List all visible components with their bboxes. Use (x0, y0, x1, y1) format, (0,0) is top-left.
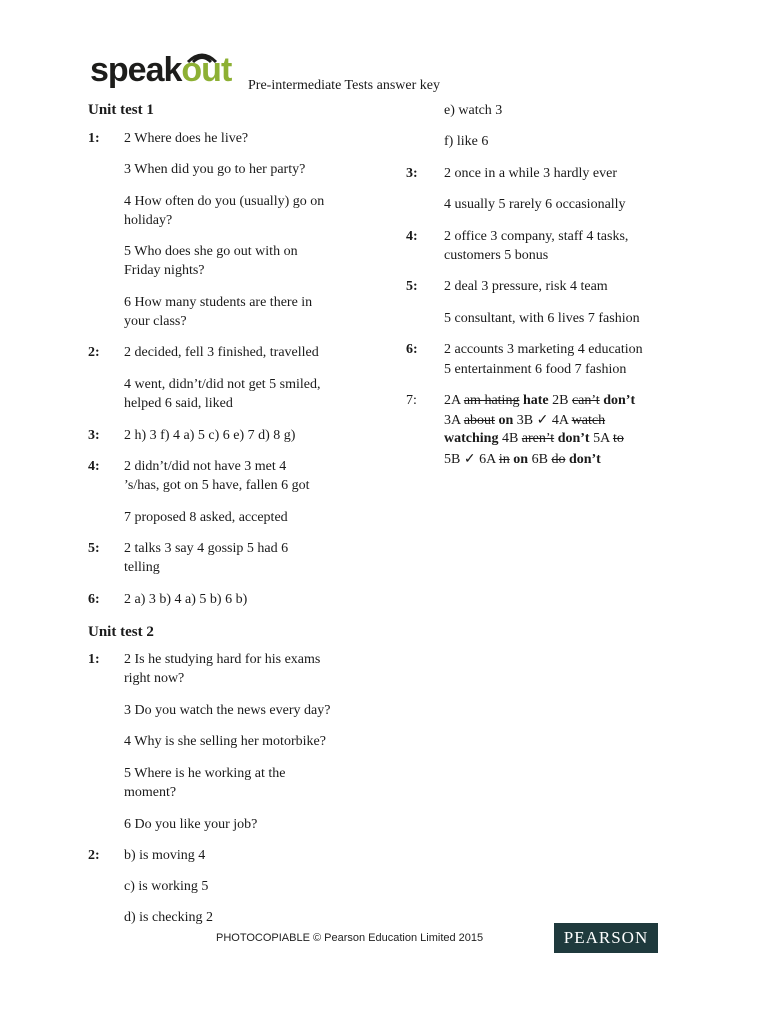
question-number: 4: (88, 459, 100, 474)
answer-line: f) like 6 (444, 134, 489, 149)
answer-text: 4B (498, 431, 522, 446)
answer-text: 2A (444, 393, 464, 408)
correct-word: on (509, 452, 529, 467)
correct-word: on (494, 413, 514, 428)
answer-line: Friday nights? (124, 263, 205, 278)
answer-line: 2 a) 3 b) 4 a) 5 b) 6 b) (124, 592, 248, 607)
answer-line: 4 Why is she selling her motorbike? (124, 734, 326, 749)
question-number: 2: (88, 345, 100, 360)
answer-line: 2 accounts 3 marketing 4 education (444, 342, 643, 357)
answer-line: 4 usually 5 rarely 6 occasionally (444, 197, 626, 212)
struck-word: in (498, 452, 510, 467)
answer-line: b) is moving 4 (124, 848, 206, 863)
answer-line: 2 once in a while 3 hardly ever (444, 166, 617, 181)
answer-line (444, 412, 605, 429)
answer-line: helped 6 said, liked (124, 396, 233, 411)
answer-line: 2 Where does he live? (124, 131, 249, 146)
question-number: 6: (88, 592, 100, 607)
answer-line: moment? (124, 785, 177, 800)
speakout-logo (90, 44, 246, 92)
question-number: 3: (88, 428, 100, 443)
correct-word: hate (519, 393, 549, 408)
answer-text: 2B (548, 393, 572, 408)
struck-word: about (463, 413, 495, 428)
answer-line: c) is working 5 (124, 879, 209, 894)
unit-test-2-heading: Unit test 2 (88, 624, 154, 640)
question-number: 4: (406, 229, 418, 244)
answer-line: 6 Do you like your job? (124, 817, 258, 832)
answer-line (444, 393, 635, 409)
correct-word: don’t (599, 393, 636, 408)
question-number: 1: (88, 652, 100, 667)
question-number: 7: (406, 393, 417, 408)
copyright-footer: PHOTOCOPIABLE © Pearson Education Limited 2015 (216, 932, 484, 944)
answer-line: 5 Who does she go out with on (124, 244, 298, 259)
answer-text: 6B (528, 452, 552, 467)
struck-word: aren’t (521, 431, 555, 446)
answer-line: ’s/has, got on 5 have, fallen 6 got (124, 478, 310, 493)
answer-line: telling (124, 560, 160, 575)
answer-line: 6 How many students are there in (124, 295, 313, 310)
answer-line: 5 consultant, with 6 lives 7 fashion (444, 311, 640, 326)
answer-line: d) is checking 2 (124, 910, 214, 925)
answer-line: 2 Is he studying hard for his exams (124, 652, 321, 667)
answer-line: 7 proposed 8 asked, accepted (124, 510, 288, 525)
page-title: Pre-intermediate Tests answer key (248, 78, 440, 93)
struck-word: can’t (571, 393, 600, 408)
unit-test-1-heading: Unit test 1 (88, 102, 154, 118)
speech-waves-icon (182, 44, 222, 64)
struck-word: do (551, 452, 566, 467)
answer-line: 3 When did you go to her party? (124, 162, 306, 177)
correct-word: don’t (554, 431, 590, 446)
answer-line: your class? (124, 314, 187, 329)
answer-line: holiday? (124, 213, 173, 228)
answer-text: 3A (444, 413, 464, 428)
answer-line: 2 office 3 company, staff 4 tasks, (444, 229, 629, 244)
answer-line (444, 451, 601, 468)
struck-word: am hating (463, 393, 520, 408)
answer-line: 4 went, didn’t/did not get 5 smiled, (124, 377, 321, 392)
pearson-logo: PEARSON (554, 923, 658, 953)
question-number: 6: (406, 342, 418, 357)
question-number: 2: (88, 848, 100, 863)
answer-text: 5B ✓ 6A (444, 452, 499, 467)
answer-line: 3 Do you watch the news every day? (124, 703, 331, 718)
struck-word: watch (571, 413, 606, 428)
answer-text: 5A (589, 431, 613, 446)
answer-line: 2 h) 3 f) 4 a) 5 c) 6 e) 7 d) 8 g) (124, 428, 296, 443)
struck-word: to (612, 431, 624, 446)
answer-line: right now? (124, 671, 185, 686)
answer-line (444, 431, 624, 447)
answer-line: e) watch 3 (444, 103, 503, 118)
answer-line: 2 didn’t/did not have 3 met 4 (124, 459, 287, 474)
question-number: 5: (406, 279, 418, 294)
logo-text-main: speak (90, 51, 182, 89)
question-number: 1: (88, 131, 100, 146)
correct-word: don’t (565, 452, 601, 467)
logo-text-accent: out (181, 51, 232, 89)
answer-line: 2 decided, fell 3 finished, travelled (124, 345, 319, 360)
answer-line: 5 Where is he working at the (124, 766, 286, 781)
answer-line: customers 5 bonus (444, 248, 549, 263)
question-number: 3: (406, 166, 418, 181)
answer-line: 2 deal 3 pressure, risk 4 team (444, 279, 608, 294)
question-number: 5: (88, 541, 100, 556)
correct-word: watching (444, 431, 499, 446)
answer-line: 4 How often do you (usually) go on (124, 194, 325, 209)
answer-text: 3B ✓ 4A (513, 413, 572, 428)
answer-line: 5 entertainment 6 food 7 fashion (444, 362, 627, 377)
answer-line: 2 talks 3 say 4 gossip 5 had 6 (124, 541, 289, 556)
